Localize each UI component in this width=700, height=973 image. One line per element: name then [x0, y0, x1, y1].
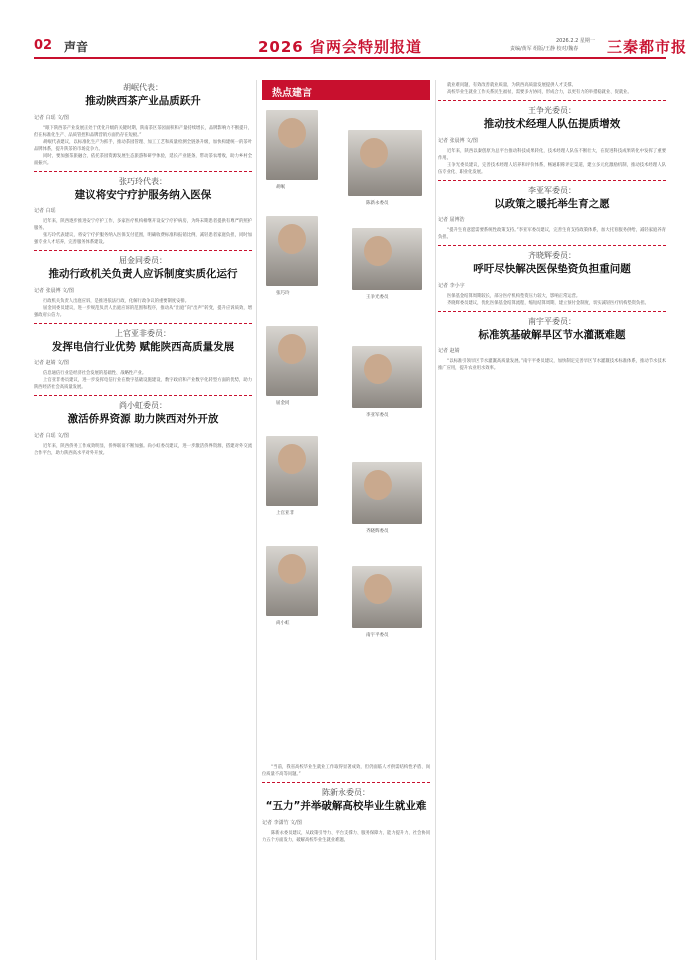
- column-divider: [435, 80, 436, 960]
- article-byline: 记者 张晨博 文/图: [438, 137, 478, 144]
- photo-caption: 上官亚非: [276, 511, 294, 516]
- photo-caption: 尚小虹: [276, 621, 290, 626]
- hot-topics-label: [262, 80, 430, 100]
- article-paragraph: “以标准引领旱区节水灌溉高质量发展。”南宇平委员建议，加快制定完善旱区节水灌溉技术标准体系，推动节水技术推广应用，提升农业用水效率。: [438, 359, 666, 372]
- article-divider: [438, 245, 666, 246]
- article: [34, 82, 252, 167]
- article-headline: 以政策之暖托举生育之愿: [494, 197, 610, 210]
- article-kicker: 胡岷代表：: [123, 83, 163, 92]
- portrait-photo: [266, 110, 318, 180]
- article-headline: 发挥电信行业优势 赋能陕西高质量发展: [51, 340, 235, 353]
- left-column: [34, 82, 252, 461]
- article: [262, 764, 430, 844]
- article-paragraph: 近年来，陕西逐步推进安宁疗护工作，多家医疗机构相继开设安宁疗护病房，为终末期患者提供有尊严的照护服务。: [34, 219, 252, 232]
- article-paragraph: “当前，我省高校毕业生就业工作取得显著成效，但仍面临人才供需结构性矛盾、岗位质量不高等问题。”: [262, 765, 430, 777]
- article-kicker: 屈金同委员：: [119, 256, 167, 266]
- page-header: [0, 0, 700, 62]
- article-byline: 记者 赵婧 文/图: [34, 360, 69, 367]
- article-byline: 记者 屈博浩: [438, 217, 465, 224]
- article-kicker: 尚小虹委员：: [119, 401, 167, 411]
- hot-topics-text: 热点建言: [272, 88, 312, 99]
- article-paragraph: 医保基金结算周期较长，部分医疗机构垫资压力较大，影响正常运营。: [447, 293, 581, 299]
- article: [34, 328, 252, 392]
- article-byline: 记者 赵婧: [438, 348, 460, 355]
- column-divider: [256, 80, 257, 960]
- article: [438, 316, 666, 373]
- photo-caption: 李亚军委员: [366, 413, 389, 418]
- issue-date: 2026.2.2 星期一: [556, 38, 595, 44]
- article-paragraph: 高校毕业生就业工作关系民生福祉，需要多方协同，形成合力，以更有力的举措稳就业、促就业。: [447, 90, 632, 95]
- page-number: 02: [34, 38, 53, 53]
- article-paragraph: 近年来，陕西侨务工作成效明显，侨界联谊不断加强。尚小虹委员建议，进一步激活侨界资源，搭建对外交流合作平台，助力陕西高水平对外开放。: [34, 443, 252, 456]
- article-paragraph: 屈金同委员建议，进一步规范负责人出庭应诉的范围和程序，推动从“出庭”向“出声”转变，提升应诉质效，增强政府公信力。: [34, 305, 252, 318]
- article-kicker: 王争光委员：: [528, 106, 576, 115]
- article-paragraph: 王争光委员建议，完善技术经理人培养和评价体系，畅通职称评定渠道，建立多元化激励机制，推动技术经理人队伍专业化、职业化发展。: [438, 162, 666, 175]
- article-byline: 记者 白瑶: [34, 208, 56, 215]
- photo-column: [262, 106, 430, 656]
- article-headline: 激活侨界资源 助力陕西对外开放: [67, 413, 219, 426]
- right-column: [438, 82, 666, 376]
- article-paragraph: 上官亚非委员建议，进一步发挥电信行业在数字基础设施建设、数字政府和产业数字化转型方面的优势，助力陕西经济社会高质量发展。: [34, 378, 252, 391]
- article-byline: 记者 白瑶 文/图: [34, 432, 69, 439]
- article-kicker: 南宇平委员：: [528, 316, 576, 326]
- article: [438, 250, 666, 307]
- article-kicker: 上官亚非委员：: [115, 328, 171, 338]
- article-byline: 记者 李小宇: [438, 282, 465, 289]
- article-headline: 建议将安宁疗护服务纳入医保: [74, 188, 212, 201]
- article-headline: 推动技术经理人队伍提质增效: [483, 118, 621, 130]
- header-rule: [34, 57, 666, 59]
- article-divider: [262, 782, 430, 783]
- article-paragraph: 齐晓辉委员建议，优化医保基金结算流程，缩短结算周期，建立预付金制度，切实减轻医疗机构垫资负担。: [447, 300, 649, 306]
- article-divider: [34, 171, 252, 172]
- portrait-photo: [266, 326, 318, 396]
- editor-credits: 责编/黄军 组版/王静 校对/魏春: [510, 46, 579, 52]
- portrait-photo: [352, 228, 422, 290]
- article-headline: 推动陕西茶产业品质跃升: [85, 95, 201, 107]
- section-name: 声音: [64, 40, 89, 54]
- article-paragraph: 胡岷代表建议，以标准化生产为抓手，推动茶园管理、加工工艺和质量检测全链条升级，加快构建统一的茶叶品牌体系，提升陕茶的市场竞争力。: [34, 139, 252, 152]
- middle-article-area: [262, 764, 430, 848]
- article: [34, 400, 252, 457]
- article: [34, 255, 252, 319]
- article-divider: [438, 100, 666, 101]
- article-headline: 呼吁尽快解决医保垫资负担重问题: [473, 263, 631, 276]
- article-kicker: 陈新永委员：: [322, 788, 370, 797]
- article-byline: 记者 李潇竹 文/图: [262, 819, 302, 826]
- article-byline: 记者 白瑶 文/图: [34, 114, 69, 121]
- article-headline: 标准筑基破解旱区节水灌溉难题: [478, 328, 626, 341]
- article-divider: [34, 395, 252, 396]
- article-byline: 记者 张晨博 文/图: [34, 287, 74, 294]
- article-paragraph: “眼下陕西茶产业发展正处于优化升级的关键时期，陕南茶区茶园面积和产量持续增长，品牌影响力不断提升，但在标准化生产、品质管控和品牌营销方面仍存在短板。”: [34, 125, 252, 138]
- portrait-photo: [266, 216, 318, 286]
- article-kicker: 张巧玲代表：: [119, 176, 167, 186]
- article-headline: “五力”并举破解高校毕业生就业难: [265, 800, 427, 812]
- photo-caption: 胡岷: [276, 185, 285, 190]
- photo-caption: 南宇平委员: [366, 633, 389, 638]
- photo-caption: 张巧玲: [276, 291, 290, 296]
- article: [34, 176, 252, 247]
- article-paragraph: 行政机关负责人出庭应诉，是推进依法行政、化解行政争议的重要制度安排。: [43, 298, 190, 304]
- portrait-photo: [348, 130, 422, 196]
- newspaper-brand: 三秦都市报: [607, 38, 688, 56]
- article-divider: [34, 323, 252, 324]
- article-divider: [438, 180, 666, 181]
- photo-caption: 齐晓辉委员: [366, 529, 389, 534]
- article-divider: [438, 311, 666, 312]
- article-paragraph: 张巧玲代表建议，将安宁疗护服务纳入医保支付范围，明确收费标准和报销比例，减轻患者家庭负担，同时加强专业人才培养，完善服务体系建设。: [34, 233, 252, 246]
- photo-caption: 王争光委员: [366, 295, 389, 300]
- article-paragraph: 同时，要加强茶旅融合，依托茶园资源发展生态旅游和研学体验，延长产业链条，带动茶农增收，助力乡村全面振兴。: [34, 153, 252, 166]
- article-paragraph: 近年来，陕西以秦创原为总平台推动科技成果转化，技术经理人队伍不断壮大，在促进科技成果转化中发挥了重要作用。: [438, 148, 666, 161]
- article-headline: 推动行政机关负责人应诉制度实质化运行: [48, 268, 238, 281]
- portrait-photo: [352, 462, 422, 524]
- photo-caption: 陈新永委员: [366, 201, 389, 206]
- article: [438, 185, 666, 242]
- portrait-photo: [266, 546, 318, 616]
- article-kicker: 齐晓辉委员：: [528, 251, 576, 261]
- article: [438, 105, 666, 176]
- portrait-photo: [266, 436, 318, 506]
- article-kicker: 李亚军委员：: [528, 185, 576, 195]
- portrait-photo: [352, 346, 422, 408]
- article-divider: [34, 250, 252, 251]
- portrait-photo: [352, 566, 422, 628]
- photo-caption: 屈金同: [276, 401, 290, 406]
- special-report-banner: 2026 省两会特别报道: [258, 38, 422, 56]
- article-paragraph: 信息通信行业是经济社会发展的基础性、战略性产业。: [43, 371, 147, 377]
- article-paragraph: “提升生育意愿需要系统性政策支持。”李亚军委员建议，完善生育支持政策体系，加大托育服务供给，减轻家庭养育负担。: [438, 228, 666, 241]
- article-paragraph: 陈新永委员建议，从政策引导力、平台支撑力、服务保障力、能力提升力、社会协同力五个方面发力，破解高校毕业生就业难题。: [262, 830, 430, 843]
- article-paragraph: 就业难问题，有效改善就业质量，为陕西高质量发展提供人才支撑。: [447, 83, 576, 88]
